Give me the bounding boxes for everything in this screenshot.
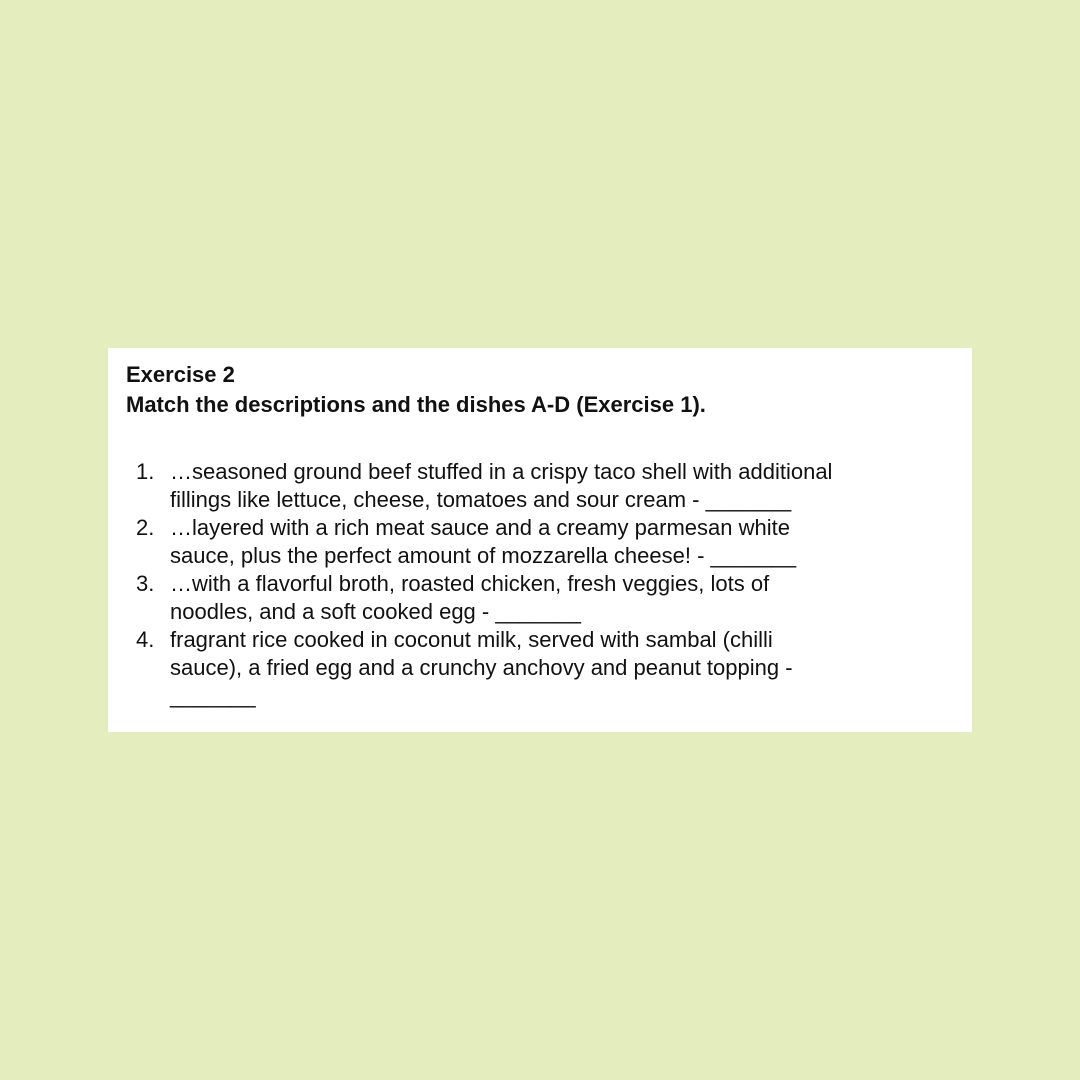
exercise-item-number — [126, 458, 170, 514]
exercise-item-text: fragrant rice cooked in coconut milk, served with sambal (chilli sauce), a fried egg and a crunchy anchovy and peanut topping - _______ — [170, 627, 793, 708]
exercise-item-number-label: 1. — [136, 459, 155, 484]
exercise-item-number-label: 4. — [136, 627, 155, 652]
exercise-item-text: …layered with a rich meat sauce and a creamy parmesan white sauce, plus the perfect amount of mozzarella cheese! - _______ — [170, 515, 797, 568]
exercise-item-4 — [126, 626, 954, 710]
exercise-item-number-label: 2. — [136, 515, 155, 540]
exercise-title: Exercise 2 — [126, 362, 235, 387]
exercise-item-number — [126, 570, 170, 626]
exercise-item-2 — [126, 514, 954, 570]
exercise-item-number — [126, 514, 170, 570]
exercise-item-number — [126, 626, 170, 710]
exercise-item-text: …with a flavorful broth, roasted chicken, fresh veggies, lots of noodles, and a soft cooked egg - _______ — [170, 571, 770, 624]
exercise-item-list — [126, 458, 954, 710]
exercise-item-1 — [126, 458, 954, 514]
exercise-item-number-label: 3. — [136, 571, 155, 596]
exercise-card — [108, 348, 972, 732]
exercise-instruction: Match the descriptions and the dishes A-D (Exercise 1). — [126, 392, 706, 417]
exercise-item-3 — [126, 570, 954, 626]
exercise-item-text: …seasoned ground beef stuffed in a crispy taco shell with additional fillings like lettuce, cheese, tomatoes and sour cream - _______ — [170, 459, 833, 512]
